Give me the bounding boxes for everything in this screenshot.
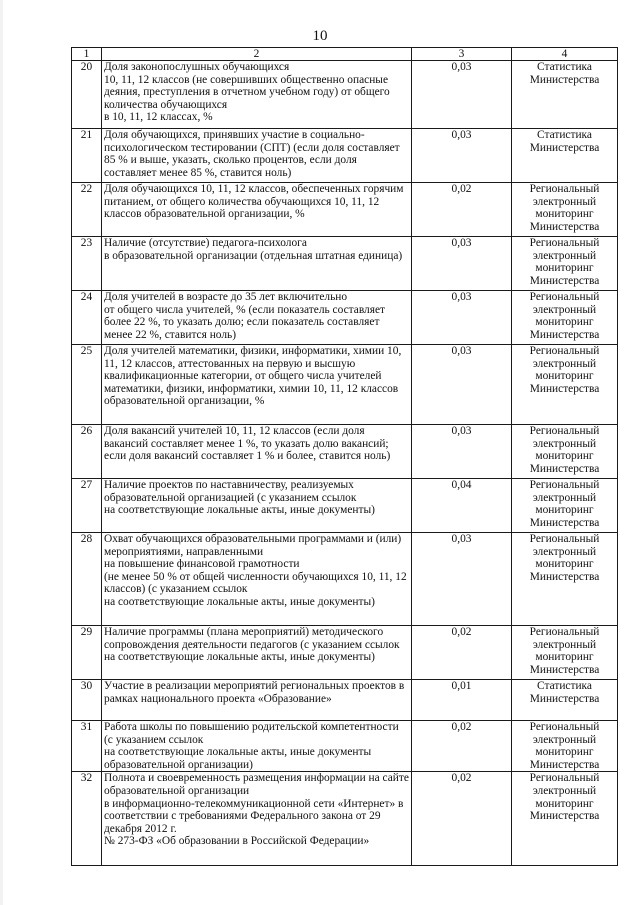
criteria-table — [71, 47, 618, 866]
data-source-cell: Региональный электронный мониторинг Министерства — [512, 237, 618, 291]
table-row — [72, 291, 618, 345]
row-number-cell: 24 — [72, 291, 102, 345]
table-row — [72, 345, 618, 425]
weight-cell: 0,02 — [412, 183, 512, 237]
row-number-cell: 27 — [72, 479, 102, 533]
weight-cell: 0,04 — [412, 479, 512, 533]
table-row — [72, 479, 618, 533]
weight-cell: 0,02 — [412, 772, 512, 866]
weight-cell: 0,03 — [412, 129, 512, 183]
table-row — [72, 680, 618, 721]
row-number-cell: 25 — [72, 345, 102, 425]
weight-cell: 0,03 — [412, 237, 512, 291]
table-row — [72, 237, 618, 291]
header-cell-weight: 3 — [412, 48, 512, 61]
row-number-cell: 32 — [72, 772, 102, 866]
indicator-name-cell: Участие в реализации мероприятий региональных проектов в рамках национального проекта «Образование» — [102, 680, 412, 721]
row-number-cell: 20 — [72, 61, 102, 129]
indicator-name-cell: Наличие (отсутствие) педагога-психолога в образовательной организации (отдельная штатная единица) — [102, 237, 412, 291]
weight-cell: 0,02 — [412, 626, 512, 680]
table-row — [72, 183, 618, 237]
weight-cell: 0,02 — [412, 721, 512, 772]
indicator-name-cell: Наличие программы (плана мероприятий) методического сопровождения деятельности педагогов (с указанием ссылок на соответствующие локальные акты, иные документы) — [102, 626, 412, 680]
row-number-cell: 28 — [72, 533, 102, 626]
row-number-cell: 29 — [72, 626, 102, 680]
indicator-name-cell: Работа школы по повышению родительской компетентности (с указанием ссылок на соответствующие локальные акты, иные документы образовательной организации) — [102, 721, 412, 772]
table-row — [72, 626, 618, 680]
data-source-cell: Региональный электронный мониторинг Министерства — [512, 345, 618, 425]
table-row — [72, 61, 618, 129]
row-number-cell: 23 — [72, 237, 102, 291]
data-source-cell: Статистика Министерства — [512, 680, 618, 721]
header-cell-source: 4 — [512, 48, 618, 61]
indicator-name-cell: Доля обучающихся, принявших участие в социально-психологическом тестировании (СПТ) (если доля составляет 85 % и выше, указать, сколько процентов, если доля составляет менее 85 %, ставится ноль) — [102, 129, 412, 183]
indicator-name-cell: Доля учителей математики, физики, информатики, химии 10, 11, 12 классов, аттестованных на первую и высшую квалификационные категории, от общего числа учителей математики, физики, информатики, химии 10, 11, 12 классов образовательной организации, % — [102, 345, 412, 425]
weight-cell: 0,03 — [412, 533, 512, 626]
indicator-name-cell: Доля учителей в возрасте до 35 лет включительно от общего числа учителей, % (если показатель составляет более 22 %, то указать долю; если показатель составляет менее 22 %, ставится ноль) — [102, 291, 412, 345]
data-source-cell: Региональный электронный мониторинг Министерства — [512, 291, 618, 345]
row-number-cell: 22 — [72, 183, 102, 237]
data-source-cell: Региональный электронный мониторинг Министерства — [512, 533, 618, 626]
indicator-name-cell: Наличие проектов по наставничеству, реализуемых образовательной организацией (с указанием ссылок на соответствующие локальные акты, иные документы) — [102, 479, 412, 533]
table-body — [72, 61, 618, 866]
weight-cell: 0,03 — [412, 425, 512, 479]
data-source-cell: Региональный электронный мониторинг Министерства — [512, 626, 618, 680]
data-source-cell: Региональный электронный мониторинг Министерства — [512, 183, 618, 237]
indicator-name-cell: Охват обучающихся образовательными программами и (или) мероприятиями, направленными на повышение финансовой грамотности (не менее 50 % от общей численности обучающихся 10, 11, 12 классов) (с указанием ссылок на соответствующие локальные акты, иные документы) — [102, 533, 412, 626]
weight-cell: 0,03 — [412, 61, 512, 129]
weight-cell: 0,03 — [412, 291, 512, 345]
table-row — [72, 425, 618, 479]
table-row — [72, 533, 618, 626]
scan-edge — [0, 0, 3, 905]
data-source-cell: Региональный электронный мониторинг Министерства — [512, 721, 618, 772]
table-row — [72, 772, 618, 866]
table-row — [72, 129, 618, 183]
data-source-cell: Региональный электронный мониторинг Министерства — [512, 425, 618, 479]
header-cell-indicator: 2 — [102, 48, 412, 61]
indicator-name-cell: Доля вакансий учителей 10, 11, 12 классов (если доля вакансий составляет менее 1 %, то указать долю вакансий; если доля вакансий составляет 1 % и более, ставится ноль) — [102, 425, 412, 479]
row-number-cell: 26 — [72, 425, 102, 479]
table-row — [72, 721, 618, 772]
header-cell-number: 1 — [72, 48, 102, 61]
table-header-row — [72, 48, 618, 61]
weight-cell: 0,01 — [412, 680, 512, 721]
indicator-name-cell: Доля обучающихся 10, 11, 12 классов, обеспеченных горячим питанием, от общего количества обучающихся 10, 11, 12 классов образовательной организации, % — [102, 183, 412, 237]
indicator-name-cell: Полнота и своевременность размещения информации на сайте образовательной организации в информационно-телекоммуникационной сети «Интернет» в соответствии с требованиями Федерального закона от 29 декабря 2012 г. № 273-ФЗ «Об образовании в Российской Федерации» — [102, 772, 412, 866]
row-number-cell: 31 — [72, 721, 102, 772]
row-number-cell: 30 — [72, 680, 102, 721]
indicator-name-cell: Доля законопослушных обучающихся 10, 11, 12 классов (не совершивших общественно опасные деяния, преступления в отчетном учебном году) от общего количества обучающихся в 10, 11, 12 классах, % — [102, 61, 412, 129]
data-source-cell: Региональный электронный мониторинг Министерства — [512, 479, 618, 533]
page-number: 10 — [312, 28, 328, 44]
row-number-cell: 21 — [72, 129, 102, 183]
weight-cell: 0,03 — [412, 345, 512, 425]
data-source-cell: Статистика Министерства — [512, 129, 618, 183]
data-source-cell: Региональный электронный мониторинг Министерства — [512, 772, 618, 866]
data-source-cell: Статистика Министерства — [512, 61, 618, 129]
